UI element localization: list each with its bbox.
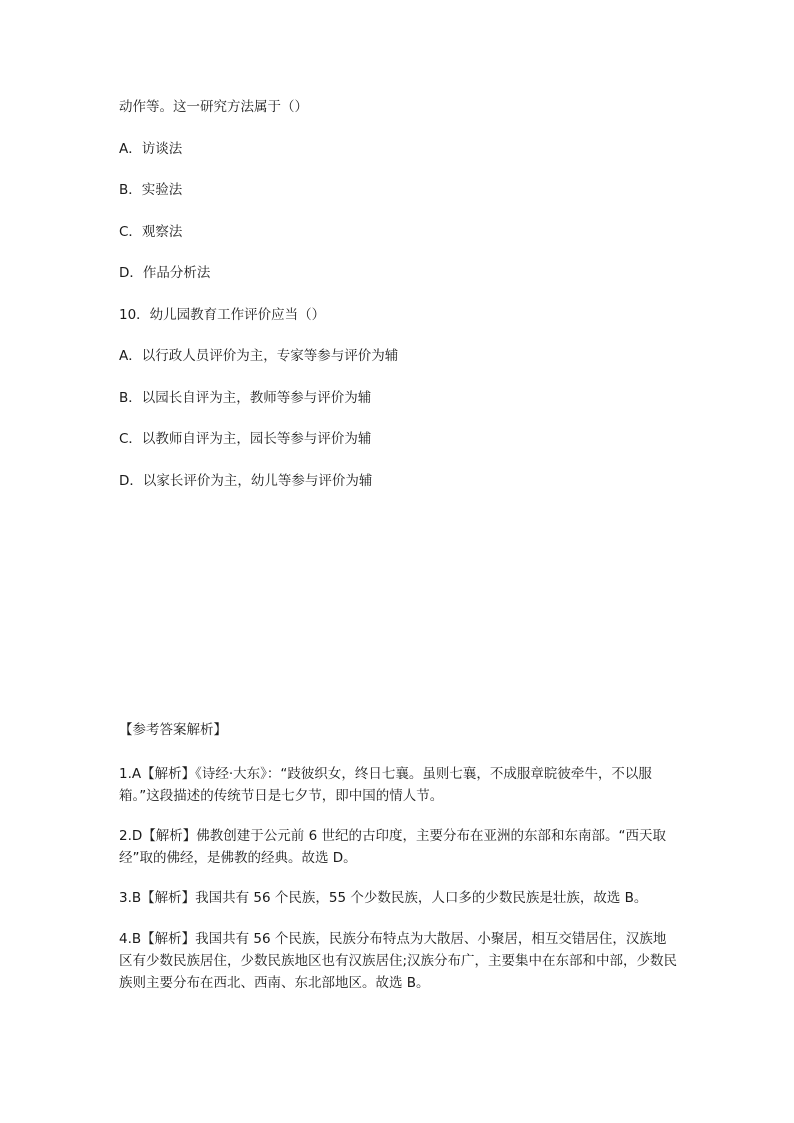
question-9-option-a: A．访谈法: [119, 141, 183, 157]
answer-item-2: 2.D【解析】佛教创建于公元前 6 世纪的古印度，主要分布在亚洲的东部和东南部。“西天取经”取的佛经，是佛教的经典。故选 D。: [119, 828, 666, 866]
answer-item-3: 3.B【解析】我国共有 56 个民族，55 个少数民族，人口多的少数民族是壮族，故选 B。: [119, 890, 648, 906]
question-10-stem: 10．幼儿园教育工作评价应当（）: [119, 307, 326, 323]
answer-item-4: 4.B【解析】我国共有 56 个民族，民族分布特点为大散居、小聚居，相互交错居住，汉族地区有少数民族居住，少数民族地区也有汉族居住;汉族分布广，主要集中在东部和中部，少数民族则主要分布在西北、西南、东北部地区。故选 B。: [119, 931, 678, 991]
question-10-option-b: B．以园长自评为主，教师等参与评价为辅: [119, 390, 372, 406]
question-10-option-a: A．以行政人员评价为主，专家等参与评价为辅: [119, 348, 399, 364]
answer-item-1: 1.A【解析】《诗经·大东》：“跂彼织女，终日七襄。虽则七襄，不成服章睆彼牵牛，不以服箱。”这段描述的传统节日是七夕节，即中国的情人节。: [119, 766, 652, 804]
question-10-option-c: C．以教师自评为主，园长等参与评价为辅: [119, 431, 372, 447]
question-9-option-b: B．实验法: [119, 182, 183, 198]
answers-heading: 【参考答案解析】: [119, 722, 227, 738]
question-9-option-d: D．作品分析法: [119, 265, 211, 281]
question-9-stem-tail: 动作等。这一研究方法属于（）: [119, 99, 308, 115]
question-10-option-d: D．以家长评价为主，幼儿等参与评价为辅: [119, 473, 373, 489]
question-9-option-c: C．观察法: [119, 224, 183, 240]
